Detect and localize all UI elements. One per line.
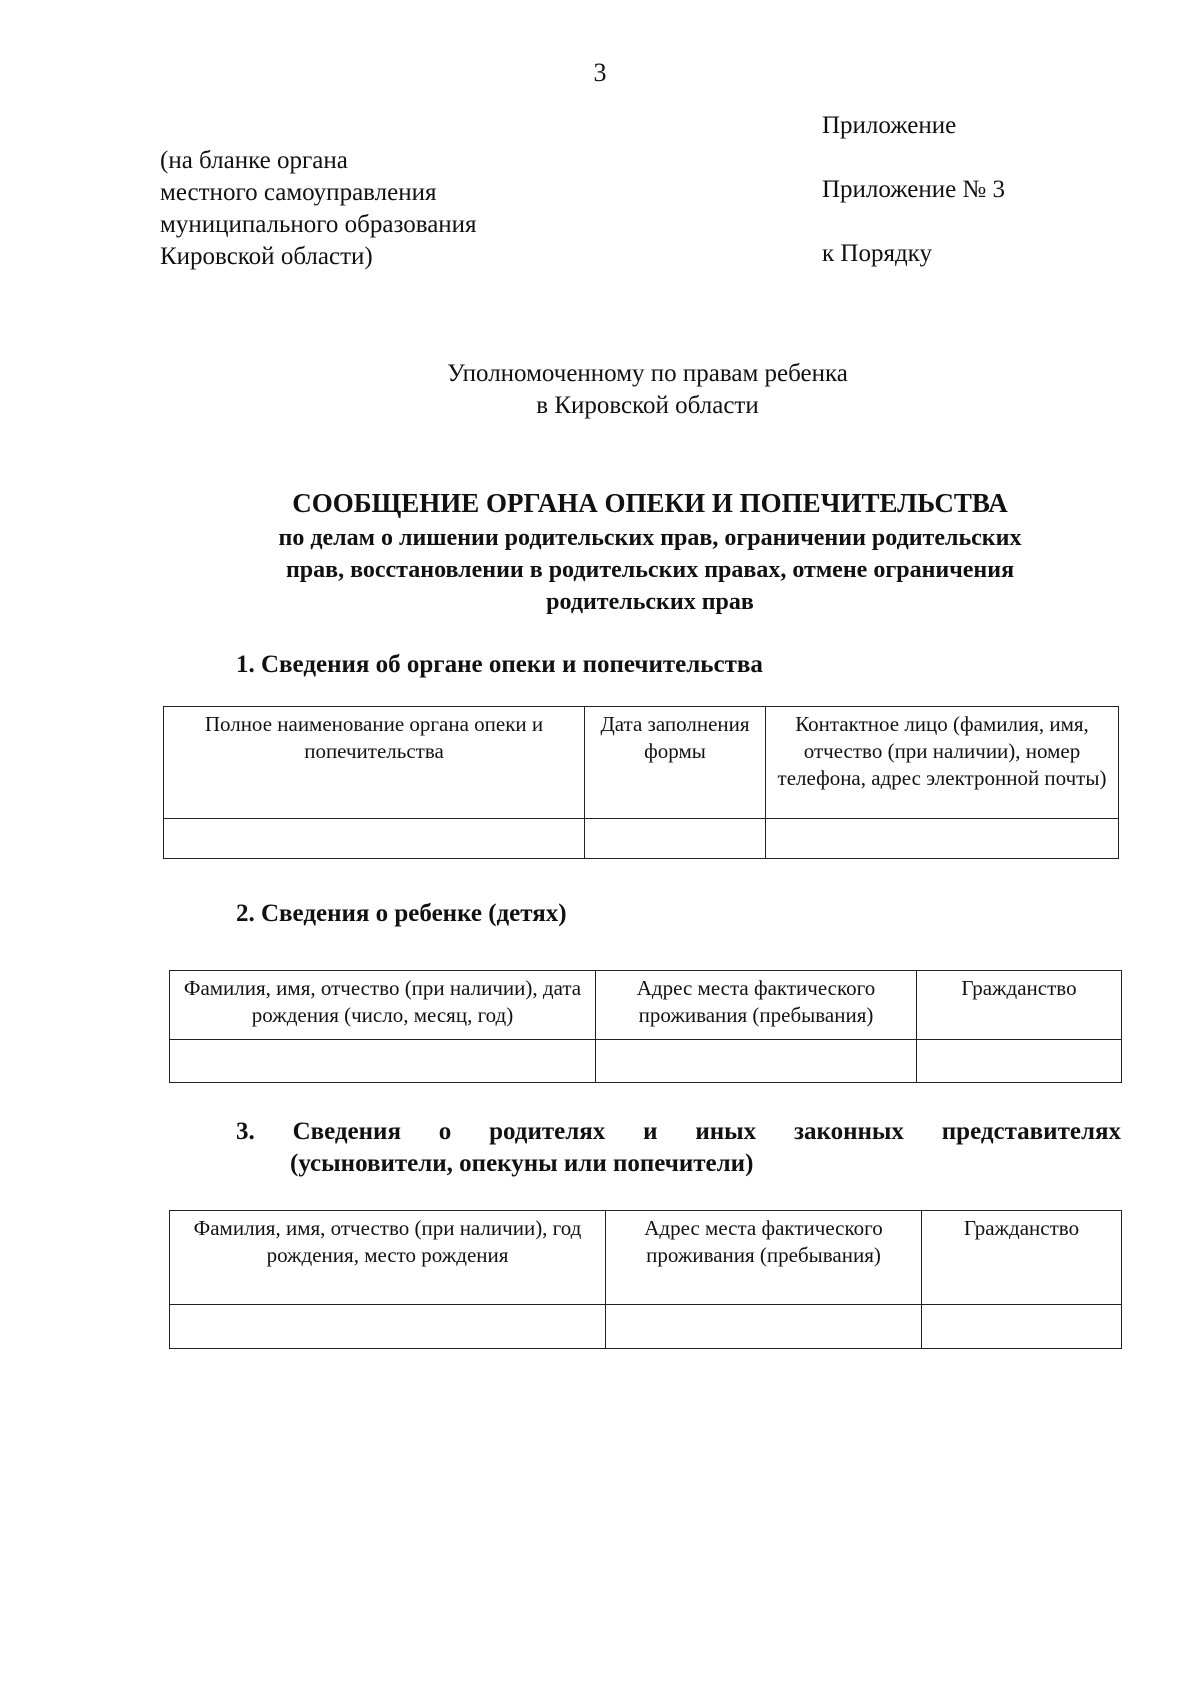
table-header-cell: Фамилия, имя, отчество (при наличии), год рождения, место рождения: [170, 1211, 606, 1305]
table-header-cell: Дата заполнения формы: [585, 707, 766, 819]
subtitle-line: прав, восстановлении в родительских правах, отмене ограничения: [285, 557, 1015, 583]
appendix-reference: к Порядку: [822, 240, 932, 267]
addressee-line: Уполномоченному по правам ребенка: [447, 360, 848, 387]
table-cell-empty[interactable]: [917, 1040, 1122, 1083]
section2-heading: 2. Сведения о ребенке (детях): [236, 900, 567, 927]
letterhead-note-line: муниципального образования: [160, 211, 477, 238]
document-subtitle: [190, 522, 1110, 618]
addressee-line: в Кировской области: [536, 392, 759, 419]
appendix-label: Приложение: [822, 112, 957, 139]
section1-heading: 1. Сведения об органе опеки и попечительства: [236, 651, 763, 678]
table-cell-empty[interactable]: [606, 1305, 922, 1349]
appendix-block: [822, 112, 1005, 304]
section3-table: [169, 1210, 1122, 1349]
section1-table: [163, 706, 1119, 859]
table-header-cell: Адрес места фактического проживания (пребывания): [596, 971, 917, 1040]
table-cell-empty[interactable]: [164, 819, 585, 859]
table-header-cell: Адрес места фактического проживания (пребывания): [606, 1211, 922, 1305]
letterhead-note-line: Кировской области): [160, 243, 373, 270]
table-cell-empty[interactable]: [585, 819, 766, 859]
section3-heading-continued: (усыновители, опекуны или попечители): [290, 1150, 754, 1177]
table-row: [170, 1040, 1122, 1083]
table-header-row: [164, 707, 1119, 819]
table-cell-empty[interactable]: [766, 819, 1119, 859]
document-title: СООБЩЕНИЕ ОРГАНА ОПЕКИ И ПОПЕЧИТЕЛЬСТВА: [292, 488, 1008, 518]
table-header-cell: Фамилия, имя, отчество (при наличии), дата рождения (число, месяц, год): [170, 971, 596, 1040]
section3-heading: 3. Сведения о родителях и иных законных представителях: [236, 1118, 1121, 1145]
table-header-row: [170, 971, 1122, 1040]
subtitle-line: родительских прав: [546, 589, 754, 615]
table-header-cell: Гражданство: [917, 971, 1122, 1040]
table-row: [170, 1305, 1122, 1349]
letterhead-note: [160, 145, 477, 273]
section2-table: [169, 970, 1122, 1083]
subtitle-line: по делам о лишении родительских прав, ограничении родительских: [278, 525, 1022, 551]
table-header-cell: Полное наименование органа опеки и попечительства: [164, 707, 585, 819]
table-row: [164, 819, 1119, 859]
letterhead-note-line: (на бланке органа: [160, 147, 348, 174]
table-cell-empty[interactable]: [170, 1305, 606, 1349]
table-cell-empty[interactable]: [170, 1040, 596, 1083]
table-header-cell: Контактное лицо (фамилия, имя, отчество (при наличии), номер телефона, адрес электронной почты): [766, 707, 1119, 819]
table-header-row: [170, 1211, 1122, 1305]
addressee: [0, 358, 1200, 422]
page-number: 3: [593, 58, 607, 87]
table-header-cell: Гражданство: [922, 1211, 1122, 1305]
table-cell-empty[interactable]: [596, 1040, 917, 1083]
letterhead-note-line: местного самоуправления: [160, 179, 437, 206]
appendix-number: Приложение № 3: [822, 176, 1006, 203]
table-cell-empty[interactable]: [922, 1305, 1122, 1349]
